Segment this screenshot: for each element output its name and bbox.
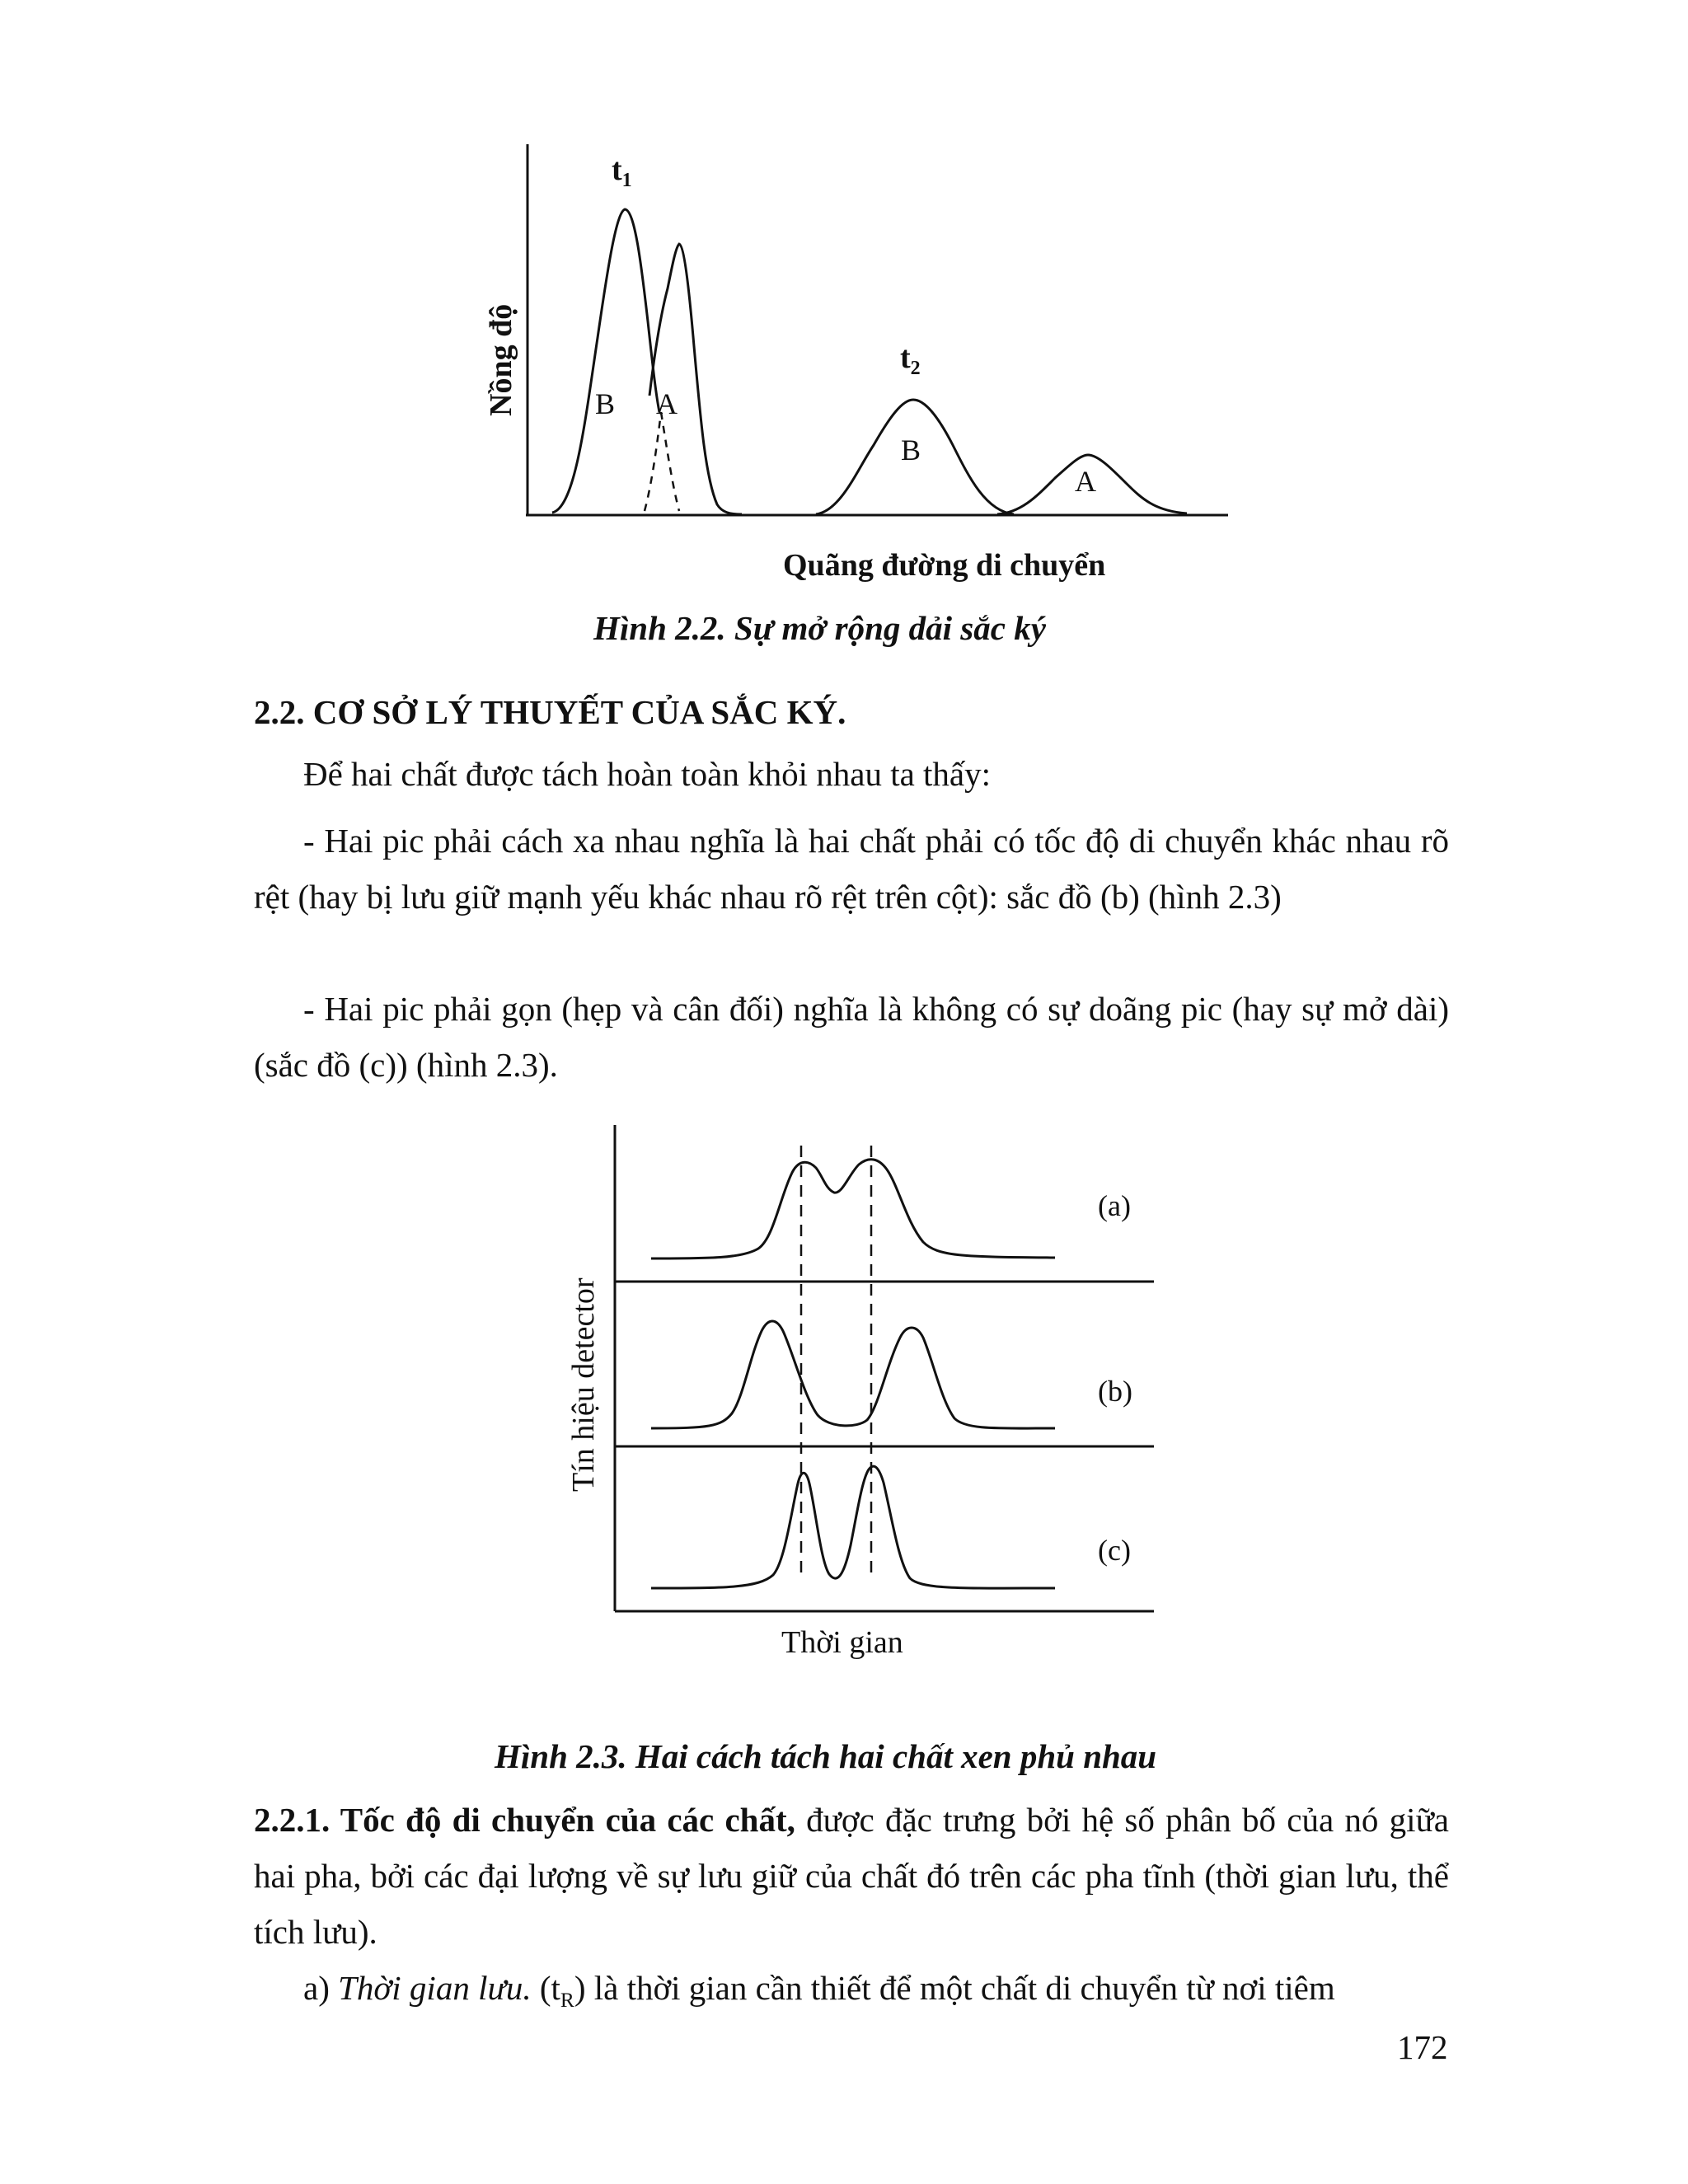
paragraph-2-2-1 [254, 1792, 1449, 1960]
paragraph-retention-time [254, 1960, 1449, 2028]
label-b-late: B [901, 434, 921, 466]
y-axis-label: Nồng độ [484, 303, 518, 416]
trace-a [651, 1160, 1055, 1258]
label-t1: $t_1$ [612, 152, 632, 191]
x-axis-label: Quãng đường di chuyển [783, 548, 1106, 583]
figure-band-broadening [429, 124, 1253, 585]
trace-c [651, 1466, 1055, 1588]
paragraph-2-text: - Hai pic phải cách xa nhau nghĩa là hai chất phải có tốc độ di chuyển khác nhau rõ rệt (hay bị lưu giữ mạnh yếu khác nhau rõ rệt trên cột): sắc đồ (b) (hình 2.3) [254, 822, 1449, 916]
label-a: (a) [1098, 1189, 1131, 1222]
page-number: 172 [1397, 2028, 1448, 2066]
paragraph-1 [254, 746, 1449, 802]
section-2-2-1-lead: 2.2.1. Tốc độ di chuyển của các chất, [254, 1801, 795, 1839]
retention-rest: ) là thời gian cần thiết để một chất di chuyển từ nơi tiêm [574, 1969, 1335, 2007]
figure-2-2-caption: Hình 2.2. Sự mở rộng dải sắc ký [593, 609, 1046, 647]
paragraph-3-text: - Hai pic phải gọn (hẹp và cân đối) nghĩa là không có sự doãng pic (hay sự mở dài) (sắc đồ (c)) (hình 2.3). [254, 990, 1449, 1084]
label-b: (b) [1098, 1375, 1132, 1408]
separation-plot [560, 1117, 1187, 1677]
label-a-late: A [1075, 465, 1096, 498]
paragraph-2 [254, 813, 1449, 925]
retention-t-open: (t [531, 1969, 560, 2007]
label-t2: $t_2$ [900, 340, 921, 379]
label-a-early: A [656, 387, 678, 420]
label-b-early: B [595, 387, 616, 420]
y-axis-label: Tín hiệu detector [566, 1277, 601, 1492]
peak-b-early [552, 209, 659, 513]
figure-overlap-separation [560, 1117, 1187, 1677]
figure-2-3-caption: Hình 2.3. Hai cách tách hai chất xen phủ nhau [495, 1737, 1157, 1775]
peak-a-early-hidden-tail [645, 412, 661, 511]
paragraph-3 [254, 981, 1449, 1093]
section-heading: 2.2. CƠ SỞ LÝ THUYẾT CỦA SẮC KÝ. [254, 693, 846, 731]
retention-t-sub: R [560, 1989, 574, 2013]
paragraph-1-text: Để hai chất được tách hoàn toàn khỏi nhau ta thấy: [303, 755, 992, 793]
trace-b [651, 1321, 1055, 1428]
x-axis-label: Thời gian [781, 1625, 903, 1660]
section-2-2-1-text: được đặc trưng bởi hệ số phân bố của nó giữa hai pha, bởi các đại lượng về sự lưu giữ của chất đó trên các pha tĩnh (thời gian lưu, thể tích lưu). [254, 1801, 1449, 1951]
retention-term: Thời gian lưu. [338, 1969, 532, 2007]
retention-prefix: a) [303, 1969, 339, 2007]
band-broadening-plot [429, 124, 1253, 585]
label-c: (c) [1098, 1534, 1131, 1567]
peak-a-early [649, 244, 742, 514]
peak-b-early-hidden-tail [661, 412, 679, 511]
